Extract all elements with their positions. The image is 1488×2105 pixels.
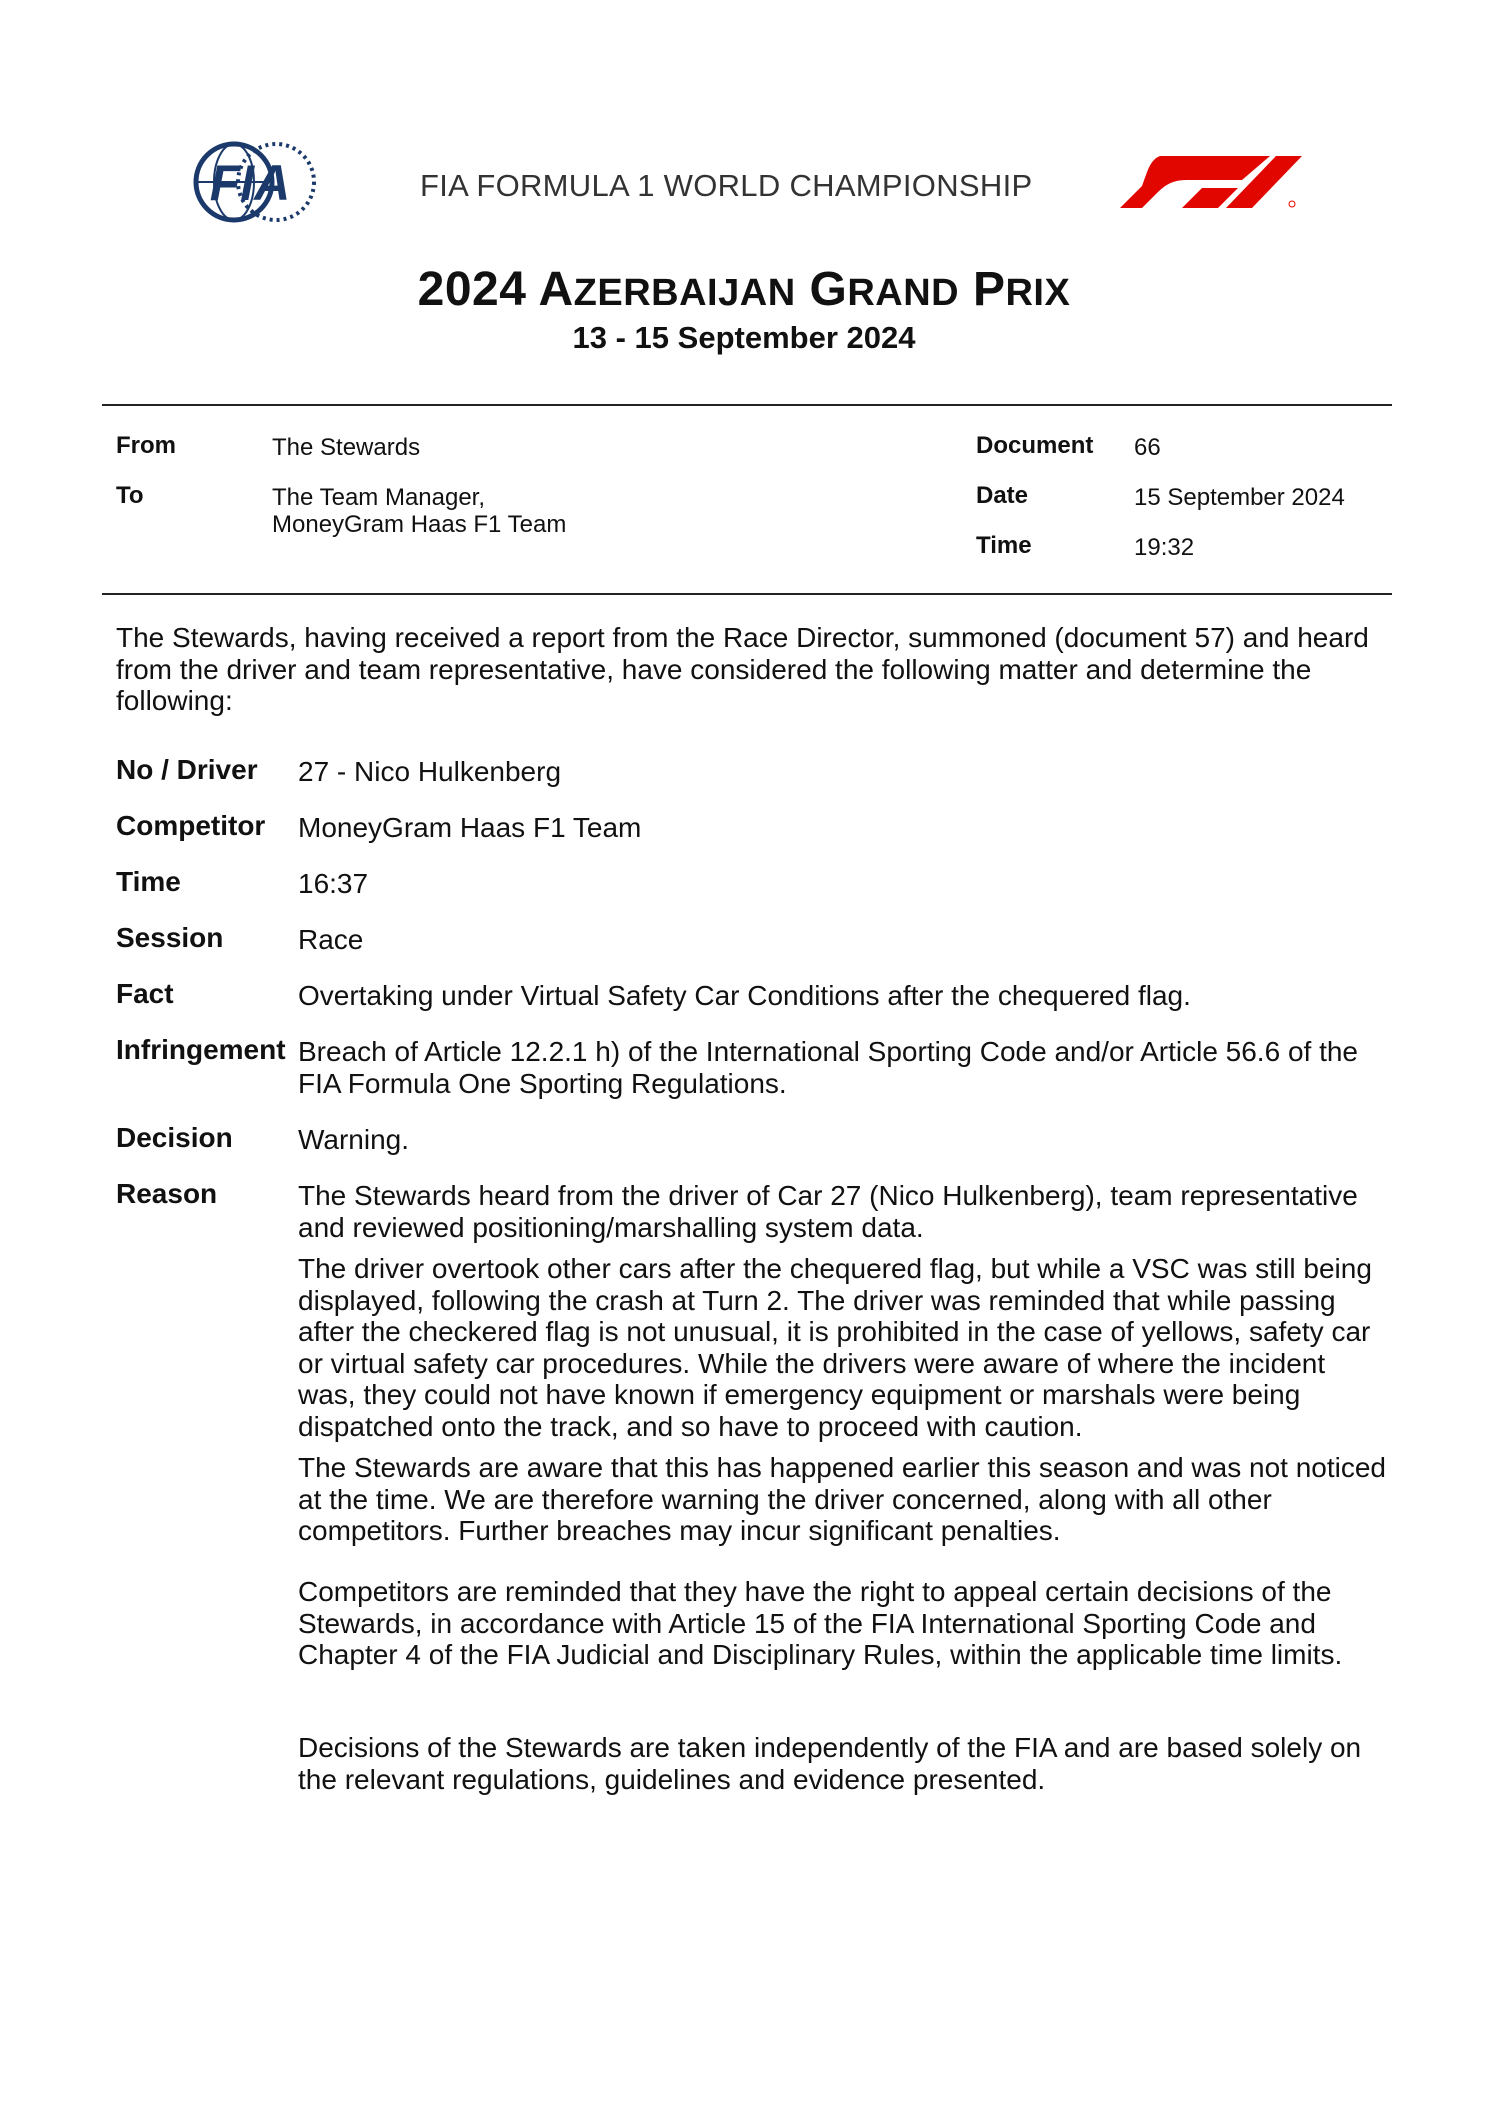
competitor-label: Competitor [116, 810, 266, 841]
document-value: 66 [1134, 434, 1161, 461]
driver-label: No / Driver [116, 754, 258, 785]
event-title-grand: GRAND [809, 263, 960, 316]
event-year: 2024 [417, 263, 527, 316]
fact-label: Fact [116, 978, 174, 1009]
to-label: To [116, 482, 144, 509]
to-value-line2: MoneyGram Haas F1 Team [272, 511, 567, 538]
time-label: Time [976, 532, 1032, 559]
session-value: Race [298, 924, 364, 955]
from-label: From [116, 432, 176, 459]
header-divider-top [102, 404, 1392, 406]
reason-paragraph-3: The Stewards are aware that this has happened earlier this season and was not noticed at the time. We are therefore warning the driver concerned, along with all other competitors. Further breaches may incur significant penalties. [298, 1452, 1386, 1546]
driver-value: 27 - Nico Hulkenberg [298, 756, 562, 787]
event-title [0, 262, 1488, 317]
to-value [272, 484, 566, 538]
session-label: Session [116, 922, 224, 953]
fact-value: Overtaking under Virtual Safety Car Conditions after the chequered flag. [298, 980, 1191, 1011]
infringement-value: Breach of Article 12.2.1 h) of the International Sporting Code and/or Article 56.6 of the FIA Formula One Sporting Regulations. [298, 1036, 1358, 1099]
appeal-notice: Competitors are reminded that they have the right to appeal certain decisions of the Stewards, in accordance with Article 15 of the FIA International Sporting Code and Chapter 4 of the FIA Judicial and Disciplinary Rules, within the applicable time limits. [298, 1576, 1343, 1670]
event-title-prix: PRIX [972, 263, 1071, 316]
time-value: 19:32 [1134, 534, 1195, 561]
event-dates: 13 - 15 September 2024 [572, 320, 916, 355]
championship-title: FIA FORMULA 1 WORLD CHAMPIONSHIP [420, 168, 1033, 203]
fia-logo-text: FIA [209, 155, 291, 211]
incident-time-label: Time [116, 866, 181, 897]
reason-paragraph-2: The driver overtook other cars after the chequered flag, but while a VSC was still being displayed, following the crash at Turn 2. The driver was reminded that while passing after the checkered flag is not unusual, it is prohibited in the case of yellows, safety car or virtual safety car procedures. While the drivers were aware of where the incident was, they could not have known if emergency equipment or marshals were being dispatched onto the track, and so have to proceed with caution. [298, 1253, 1372, 1442]
decision-label: Decision [116, 1122, 233, 1153]
from-value: The Stewards [272, 434, 421, 461]
date-label: Date [976, 482, 1029, 509]
fia-logo [190, 138, 318, 226]
decision-value: Warning. [298, 1124, 410, 1155]
reason-value [298, 1180, 1388, 1557]
reason-label: Reason [116, 1178, 218, 1209]
document-label: Document [976, 432, 1094, 459]
header-divider-bottom [102, 593, 1392, 595]
event-title-azerbaijan: AZERBAIJAN [538, 263, 796, 316]
infringement-label: Infringement [116, 1034, 286, 1065]
competitor-value: MoneyGram Haas F1 Team [298, 812, 642, 843]
to-value-line1: The Team Manager, [272, 484, 486, 511]
date-value: 15 September 2024 [1134, 484, 1345, 511]
independence-notice: Decisions of the Stewards are taken independently of the FIA and are based solely on the relevant regulations, guidelines and evidence presented. [298, 1732, 1362, 1795]
incident-time-value: 16:37 [298, 868, 369, 899]
intro-paragraph: The Stewards, having received a report from the Race Director, summoned (document 57) and heard from the driver and team representative, have considered the following matter and determine the following: [116, 622, 1369, 716]
reason-paragraph-1: The Stewards heard from the driver of Car 27 (Nico Hulkenberg), team representative and reviewed positioning/marshalling system data. [298, 1180, 1358, 1243]
f1-logo [1120, 156, 1302, 208]
